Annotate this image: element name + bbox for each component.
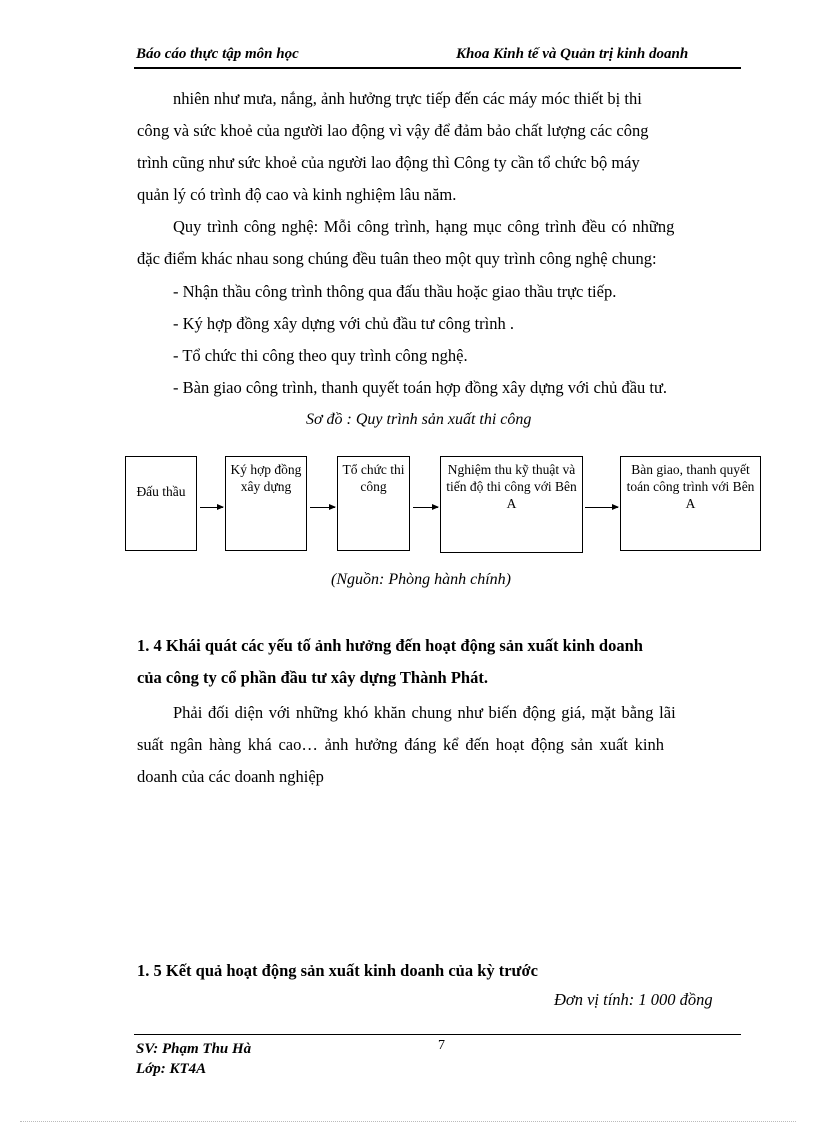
- arrow-3: [413, 507, 438, 508]
- step-label-acceptance: Nghiệm thu kỹ thuật và tiến độ thi công với Bên A: [446, 462, 577, 511]
- step-label-handover: Bàn giao, thanh quyết toán công trình với Bên A: [626, 462, 755, 511]
- arrow-2: [310, 507, 335, 508]
- bullet-item-3: - Tổ chức thi công theo quy trình công nghệ.: [173, 346, 468, 365]
- arrow-4: [585, 507, 618, 508]
- header-right-title: Khoa Kinh tế và Quản trị kinh doanh: [456, 46, 689, 62]
- section-1-4-heading-line-1: 1. 4 Khái quát các yếu tố ảnh hưởng đến hoạt động sản xuất kinh doanh: [137, 636, 643, 655]
- step-box-construction: [337, 456, 410, 551]
- footer-rule: [134, 1034, 741, 1035]
- section-1-4-body-line-2: suất ngân hàng khá cao… ảnh hưởng đáng kể đến hoạt động sản xuất kinh: [137, 735, 664, 754]
- bullet-item-1: - Nhận thầu công trình thông qua đấu thầu hoặc giao thầu trực tiếp.: [173, 282, 617, 301]
- footer-student: SV: Phạm Thu Hà: [136, 1041, 252, 1057]
- header-rule: [134, 67, 741, 69]
- page-number: 7: [438, 1038, 445, 1053]
- diagram-title: Sơ đồ : Quy trình sản xuất thi công: [306, 411, 532, 428]
- step-box-contract: [225, 456, 307, 551]
- arrow-1: [200, 507, 223, 508]
- step-label-bid: Đấu thầu: [136, 484, 186, 499]
- intro-line-1: nhiên như mưa, nắng, ảnh hưởng trực tiếp đến các máy móc thiết bị thi: [173, 89, 642, 108]
- section-1-4-body-line-3: doanh của các doanh nghiệp: [137, 767, 324, 786]
- step-label-construction: Tổ chức thi công: [342, 462, 405, 494]
- section-1-4-heading-line-2: của công ty cổ phần đầu tư xây dựng Thành Phát.: [137, 668, 488, 687]
- intro-line-2: công và sức khoẻ của người lao động vì vậy để đảm bảo chất lượng các công: [137, 121, 649, 140]
- footer-class: Lớp: KT4A: [136, 1061, 207, 1077]
- section-1-4-body-line-1: Phải đối diện với những khó khăn chung như biến động giá, mặt bằng lãi: [173, 703, 676, 722]
- process-line-1: Quy trình công nghệ: Mỗi công trình, hạng mục công trình đều có những: [173, 217, 675, 236]
- step-box-acceptance: [440, 456, 583, 553]
- bullet-item-2: - Ký hợp đồng xây dựng với chủ đầu tư công trình .: [173, 314, 514, 333]
- step-box-handover: [620, 456, 761, 551]
- header-left-title: Báo cáo thực tập môn học: [136, 46, 299, 62]
- process-line-2: đặc điểm khác nhau song chúng đều tuân theo một quy trình công nghệ chung:: [137, 249, 657, 268]
- intro-line-4: quản lý có trình độ cao và kinh nghiệm lâu năm.: [137, 185, 457, 204]
- page-bottom-dotted-line: [20, 1121, 796, 1122]
- intro-line-3: trình cũng như sức khoẻ của người lao động thì Công ty cần tổ chức bộ máy: [137, 153, 640, 172]
- diagram-source: (Nguồn: Phòng hành chính): [331, 571, 511, 588]
- bullet-item-4: - Bàn giao công trình, thanh quyết toán hợp đồng xây dựng với chủ đầu tư.: [173, 378, 668, 397]
- section-1-5-heading: 1. 5 Kết quả hoạt động sản xuất kinh doanh của kỳ trước: [137, 961, 538, 980]
- step-box-bid: [125, 456, 197, 551]
- step-label-contract: Ký hợp đồng xây dựng: [230, 462, 302, 494]
- unit-note: Đơn vị tính: 1 000 đồng: [554, 990, 713, 1009]
